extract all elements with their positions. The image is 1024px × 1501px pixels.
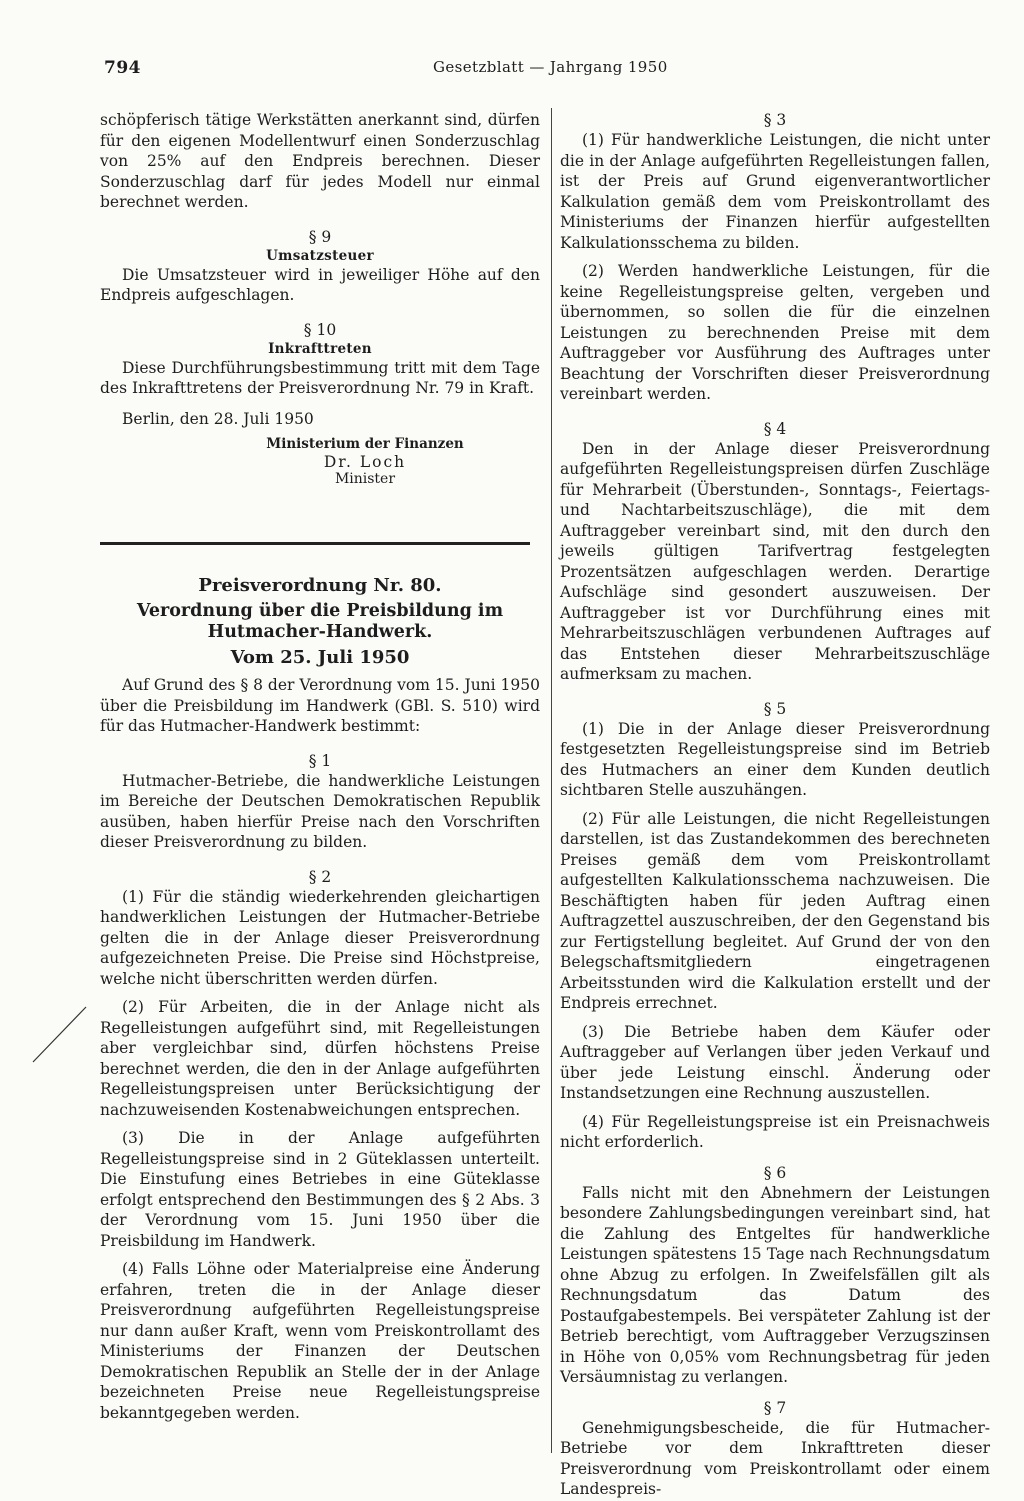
section-2-paragraph-4: (4) Falls Löhne oder Materialpreise eine Änderung erfahren, treten die in der Anlage dieser Preisverordnung aufgeführten Regelleistungspreise nur dann außer Kraft, wenn vom Preiskontrollamt des Ministeriums der Finanzen der Deutschen Demokratischen Republik an Stelle der in der Anlage bezeichneten Preise neue Regelleistungspreise bekanntgegeben werden. [100, 1260, 540, 1422]
section-3-number: § 3 [763, 111, 787, 129]
ordinance-title: Preisverordnung Nr. 80. [198, 575, 442, 596]
ordinance-preamble: Auf Grund des § 8 der Verordnung vom 15. Juni 1950 über die Preisbildung im Handwerk (GBl. S. 510) wird für das Hutmacher-Handwerk bestimmt: [100, 676, 540, 735]
section-9-text: Die Umsatzsteuer wird in jeweiliger Höhe auf den Endpreis aufgeschlagen. [100, 265, 540, 304]
signer-name: Dr. Loch [323, 453, 407, 471]
running-title: Gesetzblatt — Jahrgang 1950 [433, 58, 668, 76]
section-10-title: Inkrafttreten [268, 340, 372, 357]
section-9-title: Umsatzsteuer [266, 247, 374, 264]
section-10-text: Diese Durchführungsbestimmung tritt mit dem Tage des Inkrafttretens der Preisverordnung Nr. 79 in Kraft. [100, 358, 540, 397]
section-5-paragraph-3: (3) Die Betriebe haben dem Käufer oder Auftraggeber auf Verlangen über jeden Verkauf und über jede Leistung einschl. Änderung oder Instandsetzungen eine Rechnung auszustellen. [560, 1022, 990, 1102]
right-column [560, 110, 990, 1500]
section-4-text: Den in der Anlage dieser Preisverordnung aufgeführten Regelleistungspreisen dürfen Zuschläge für Mehrarbeit (Überstunden-, Sonntags-, Feiertags- und Nachtarbeitszuschläge), die mit dem Auftraggeber vereinbart sind, mit den durch den jeweils gültigen Tarifvertrag festgelegten Prozentsätzen aufgeschlagen werden. Derartige Aufschläge sind gesondert auszuweisen. Der Auftraggeber ist vor Durchführung eines mit Mehrarbeitszuschlägen verbundenen Auftrages auf das Entstehen dieser Mehrarbeitszuschläge aufmerksam zu machen. [560, 439, 990, 683]
section-4-number: § 4 [763, 419, 787, 438]
section-3-paragraph-1: (1) Für handwerkliche Leistungen, die nicht unter die in der Anlage aufgeführten Regelleistungen fallen, ist der Preis auf Grund eigenverantwortlicher Kalkulation gemäß dem vom Preiskontrollamt des Ministeriums der Finanzen hierfür aufgestellten Kalkulationsschema zu bilden. [560, 131, 990, 252]
intro-paragraph: schöpferisch tätige Werkstätten anerkannt sind, dürfen für den eigenen Modellentwurf einen Sonderzuschlag von 25% auf den Endpreis berechnen. Dieser Sonderzuschlag darf für jedes Modell nur einmal berechnet werden. [100, 111, 540, 211]
section-6-number: § 6 [763, 1163, 787, 1182]
signer-role: Minister [334, 471, 396, 487]
section-separator-rule [100, 542, 530, 545]
page-number: 794 [104, 58, 141, 78]
section-10-number: § 10 [303, 320, 337, 339]
section-2-number: § 2 [308, 867, 332, 886]
section-1-text: Hutmacher-Betriebe, die handwerkliche Leistungen im Bereiche der Deutschen Demokratischen Republik ausüben, haben hierfür Preise nach den Vorschriften dieser Preisverordnung zu bilden. [100, 771, 540, 851]
section-5-paragraph-1: (1) Die in der Anlage dieser Preisverordnung festgesetzten Regelleistungspreise sind im Betrieb des Hutmachers an einer dem Kunden deutlich sichtbaren Stelle auszuhängen. [560, 719, 990, 799]
column-divider [551, 108, 552, 1453]
section-9-number: § 9 [308, 227, 332, 246]
section-2-paragraph-3: (3) Die in der Anlage aufgeführten Regelleistungspreise sind in 2 Güteklassen unterteilt. Die Einstufung eines Betriebes in eine Güteklasse erfolgt entsprechend den Bestimmungen des § 2 Abs. 3 der Verordnung vom 15. Juni 1950 über die Preisbildung im Handwerk. [100, 1129, 540, 1250]
section-5-paragraph-2: (2) Für alle Leistungen, die nicht Regelleistungen darstellen, ist das Zustandekommen des berechneten Preises gemäß dem vom Preiskontrollamt aufgestellten Kalkulationsschema nachzuweisen. Die Beschäftigten haben für jeden Auftrag einen Auftragzettel auszuschreiben, der den Gegenstand bis zur Fertigstellung begleitet. Auf Grund der von den Belegschaftsmitgliedern eingetragenen Arbeitsstunden wird die Kalkulation erstellt und der Endpreis errechnet. [560, 809, 990, 1012]
section-7-text: Genehmigungsbescheide, die für Hutmacher-Betriebe vor dem Inkrafttreten dieser Preisverordnung vom Preiskontrollamt oder einem Landespreis- [560, 1418, 990, 1498]
place-date: Berlin, den 28. Juli 1950 [122, 409, 314, 428]
section-1-number: § 1 [308, 751, 332, 770]
section-6-text: Falls nicht mit den Abnehmern der Leistungen besondere Zahlungsbedingungen vereinbart sind, hat die Zahlung des Entgeltes für handwerkliche Leistungen spätestens 15 Tage nach Rechnungsdatum ohne Abzug zu erfolgen. In Zweifelsfällen gilt als Rechnungsdatum das Datum des Postaufgabestempels. Bei verspäteter Zahlung ist der Betrieb berechtigt, vom Auftraggeber Verzugszinsen in Höhe von 0,05% vom Rechnungsbetrag für jeden Versäumnistag zu verlangen. [560, 1183, 990, 1386]
left-column [100, 110, 540, 1423]
ordinance-subtitle: Verordnung über die Preisbildung im Hutmacher-Handwerk. [136, 601, 504, 642]
pen-stroke-mark [30, 1005, 90, 1065]
ministry-name: Ministerium der Finanzen [266, 436, 464, 452]
section-7-number: § 7 [763, 1398, 787, 1417]
section-2-paragraph-1: (1) Für die ständig wiederkehrenden gleichartigen handwerklichen Leistungen der Hutmacher-Betriebe gelten die in der Anlage dieser Preisverordnung aufgezeichneten Preise. Die Preise sind Höchstpreise, welche nicht überschritten werden dürfen. [100, 887, 540, 988]
section-3-paragraph-2: (2) Werden handwerkliche Leistungen, für die keine Regelleistungspreise gelten, vergeben und übernommen, so sollen die für die einzelnen Leistungen zu berechnenden Preise mit dem Auftraggeber vor Ausführung des Auftrages unter Beachtung der Vorschriften dieser Preisverordnung vereinbart werden. [560, 262, 990, 403]
ordinance-date: Vom 25. Juli 1950 [230, 647, 410, 668]
section-5-paragraph-4: (4) Für Regelleistungspreise ist ein Preisnachweis nicht erforderlich. [560, 1112, 990, 1151]
section-5-number: § 5 [763, 699, 787, 718]
section-2-paragraph-2: (2) Für Arbeiten, die in der Anlage nicht als Regelleistungen aufgeführt sind, mit Regelleistungen aber vergleichbar sind, dürfen höchstens Preise berechnet werden, die den in der Anlage aufgeführten Regelleistungspreisen unter Berücksichtigung der nachzuweisenden Kostenabweichungen entsprechen. [100, 998, 540, 1119]
